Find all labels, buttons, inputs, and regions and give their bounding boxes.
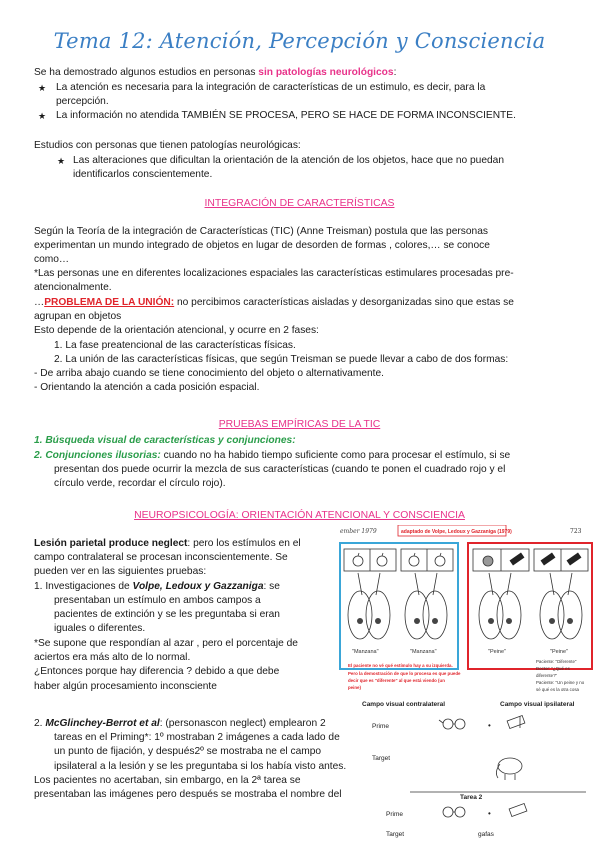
figure-date: ember 1979 [340, 528, 377, 535]
apple-icon [435, 553, 445, 566]
problema-union-term: PROBLEMA DE LA UNIÓN: [44, 297, 175, 308]
priming-experiment-figure [360, 698, 596, 846]
figure-source: adaptado de Volpe, Ledoux y Gazzaniga (1979) [401, 529, 512, 535]
s1-paragraph-3-cont: agrupan en objetos [34, 311, 122, 322]
s3-item-2-num: 2. [34, 718, 46, 729]
s3-line-3: pueden ver en las siguientes pruebas: [34, 566, 207, 577]
intro-bullet-1-cont: percepción. [56, 96, 109, 107]
s3-item-1-cont: presentaban un estímulo en ambos campos a [54, 595, 261, 606]
column-label-contralateral: Campo visual contralateral [362, 701, 446, 708]
s3-item-2-cont: presentaban las imágenes pero después se mostraba el nombre del [34, 789, 342, 800]
figure-note-3: decir que es "diferente" al que está viendo (un [348, 678, 445, 683]
star-bullet-icon: ★ [38, 111, 47, 121]
dialog-4: Paciente: "Un peine y no [536, 680, 585, 685]
brain-hemisphere [405, 591, 429, 639]
comb-sketch-icon [507, 716, 525, 729]
apple-icon [483, 556, 493, 566]
brain-hemisphere [540, 591, 564, 639]
s3-item-2-cont: Los pacientes no acertaban, sin embargo, en la 2ª tarea se [34, 775, 301, 786]
patologias-bullet-cont: identificarlos conscientemente. [73, 169, 213, 180]
glasses-icon [443, 807, 465, 817]
s1-paragraph-3-text: no percibimos características aisladas y desorganizadas sino que estas se [174, 297, 514, 308]
caption-3: "Peine" [488, 649, 506, 655]
s1-paragraph-3 [34, 296, 514, 310]
s3-item-1-colon: : se [263, 581, 280, 592]
brain-hemisphere [348, 591, 372, 639]
prueba-item-2 [34, 449, 510, 463]
column-label-ipsilateral: Campo visual ipsilateral [500, 701, 575, 708]
s3-item-1-num: 1. Investigaciones de [34, 581, 133, 592]
prueba-item-2-cont: círculo verde, recordar el círculo rojo). [54, 478, 226, 489]
s1-paragraph-2: *Las personas une en diferentes localizaciones espaciales las características estimulares procesadas pre- [34, 268, 514, 279]
s3-note-4: haber algún procesamiento inconsciente [34, 681, 217, 692]
caption-2: "Manzana" [410, 649, 437, 655]
volpe-authors: Volpe, Ledoux y Gazzaniga [132, 581, 264, 592]
patologias-line: Estudios con personas que tienen patologías neurológicas: [34, 140, 301, 151]
brain-hemisphere [366, 591, 390, 639]
intro-text-a: Se ha demostrado algunos estudios en personas [34, 67, 259, 78]
volpe-experiment-figure [338, 525, 596, 697]
s3-item-1 [34, 580, 280, 594]
intro-bullet-1: La atención es necesaria para la integración de características de un estimulo, es decir, para la [56, 82, 486, 93]
mcglinchey-authors: McGlinchey-Berrot et al [45, 718, 160, 729]
conjunciones-term: 2. Conjunciones ilusorias: [34, 450, 161, 461]
prueba-item-1: 1. Búsqueda visual de características y conjunciones: [34, 435, 296, 446]
figure-note-4: peine) [348, 685, 361, 690]
patologias-bullet: Las alteraciones que dificultan la orientación de la atención de los objetos, hace que no puedan [73, 155, 505, 166]
page-title: Tema 12: Atención, Percepción y Consciencia [53, 29, 546, 53]
dialog-1: Paciente: "Diferente" [536, 659, 577, 664]
comb-icon [510, 553, 525, 566]
dialog-3: diferente?" [536, 673, 558, 678]
tarea2-label: Tarea 2 [460, 794, 483, 801]
prime2-label: Prime [386, 811, 403, 818]
fase-item-2: 2. La unión de las características físicas, que según Treisman se puede llevar a cabo de dos formas: [54, 354, 509, 365]
s3-line-1 [34, 537, 301, 551]
intro-line [34, 66, 396, 80]
s3-note-1: *Se supone que respondían al azar , pero el porcentaje de [34, 638, 298, 649]
target-word: gafas [478, 831, 494, 838]
s3-item-2-text: : (personascon neglect) emplearon 2 [159, 718, 326, 729]
brain-hemisphere [423, 591, 447, 639]
s3-line-1-text: : pero los estímulos en el [187, 538, 301, 549]
fase-item-1: 1. La fase preatencional de las características físicas. [54, 340, 296, 351]
s3-item-2-cont: tareas en el Priming*: 1º mostraban 2 imágenes a cada lado de [54, 732, 340, 743]
s1-paragraph-1-cont: como… [34, 254, 70, 265]
apple-icon [353, 553, 363, 566]
section-heading-integracion: INTEGRACIÓN DE CARACTERÍSTICAS [204, 198, 395, 209]
s3-note-2: aciertos era más alto de lo normal. [34, 652, 191, 663]
intro-highlight: sin patologías neurológicos [258, 67, 394, 78]
s1-paragraph-4: Esto depende de la orientación atencional, y ocurre en 2 fases: [34, 325, 319, 336]
prime-label: Prime [372, 723, 389, 730]
fixation-point: • [488, 721, 491, 730]
s1-paragraph-2-cont: atencionalmente. [34, 282, 112, 293]
glasses-icon [439, 719, 465, 729]
dialog-2: Doctor: "¿Qué es [536, 666, 570, 671]
apple-icon [377, 553, 387, 566]
brain-diagrams [348, 573, 582, 639]
brain-hemisphere [558, 591, 582, 639]
figure-note-1: El paciente no vé qué estímulo hay a su izquierda. [348, 663, 453, 668]
lesion-term: Lesión parietal produce neglect [34, 538, 188, 549]
figure-note-2: Pero la demostración de que lo procesa es que puede [348, 671, 461, 676]
prueba-item-2-cont: presentan dos puede ocurrir la mezcla de sus características (cuando te ponen el cuadrado rojo y el [54, 464, 506, 475]
s3-item-2-cont: un punto de fijación, y después2º se mostraba ne el campo [54, 746, 322, 757]
s1-paragraph-1-cont: experimentan un mundo integrado de objetos en lugar de desorden de formas , colores,… se conoce [34, 240, 490, 251]
fixation-point: • [488, 809, 491, 818]
s1-paragraph-1: Según la Teoría de la integración de Características (TIC) (Anne Treisman) postula que las personas [34, 226, 488, 237]
dash-item-2: - Orientando la atención a cada posición espacial. [34, 382, 260, 393]
target-label: Target [372, 755, 391, 762]
star-bullet-icon: ★ [38, 83, 47, 93]
section-heading-pruebas: PRUEBAS EMPÍRICAS DE LA TIC [218, 419, 381, 430]
dash-item-1: - De arriba abajo cuando se tiene conocimiento del objeto o alternativamente. [34, 368, 384, 379]
comb-icon [567, 553, 582, 566]
comb-icon [541, 553, 556, 566]
s3-item-1-cont: iguales o diferentes. [54, 623, 146, 634]
apple-icon [409, 553, 419, 566]
ellipsis: … [34, 297, 45, 308]
dialog-5: sé qué es la otra cosa [536, 687, 579, 692]
elephant-icon [496, 758, 522, 780]
brain-hemisphere [497, 591, 521, 639]
section-heading-neuropsicologia: NEUROPSICOLOGÍA: ORIENTACIÓN ATENCIONAL Y CONSCIENCIA [134, 510, 465, 521]
star-bullet-icon: ★ [57, 156, 66, 166]
intro-bullet-2: La información no atendida TAMBIÉN SE PROCESA, PERO SE HACE DE FORMA INCONSCIENTE. [56, 110, 516, 121]
s3-item-2-cont: ipsilateral a la lesión y se les preguntaba si los había visto antes. [54, 761, 347, 772]
target2-label: Target [386, 831, 405, 838]
caption-1: "Manzana" [352, 649, 379, 655]
comb-sketch-icon [509, 804, 527, 817]
prueba-item-2-text: cuando no ha habido tiempo suficiente como para procesar el estímulo, si se [160, 450, 511, 461]
intro-text-c: : [393, 67, 397, 78]
s3-note-3: ¿Entonces porque hay diferencia ? debido a que debe [34, 666, 280, 677]
brain-hemisphere [479, 591, 503, 639]
figure-page-number: 723 [570, 528, 582, 535]
caption-4: "Peine" [550, 649, 568, 655]
s3-line-2: campo contralateral se procesan inconscientemente. Se [34, 552, 288, 563]
s3-item-1-cont: pacientes de extinción y se les preguntaba si eran [54, 609, 280, 620]
s3-item-2 [34, 717, 326, 731]
